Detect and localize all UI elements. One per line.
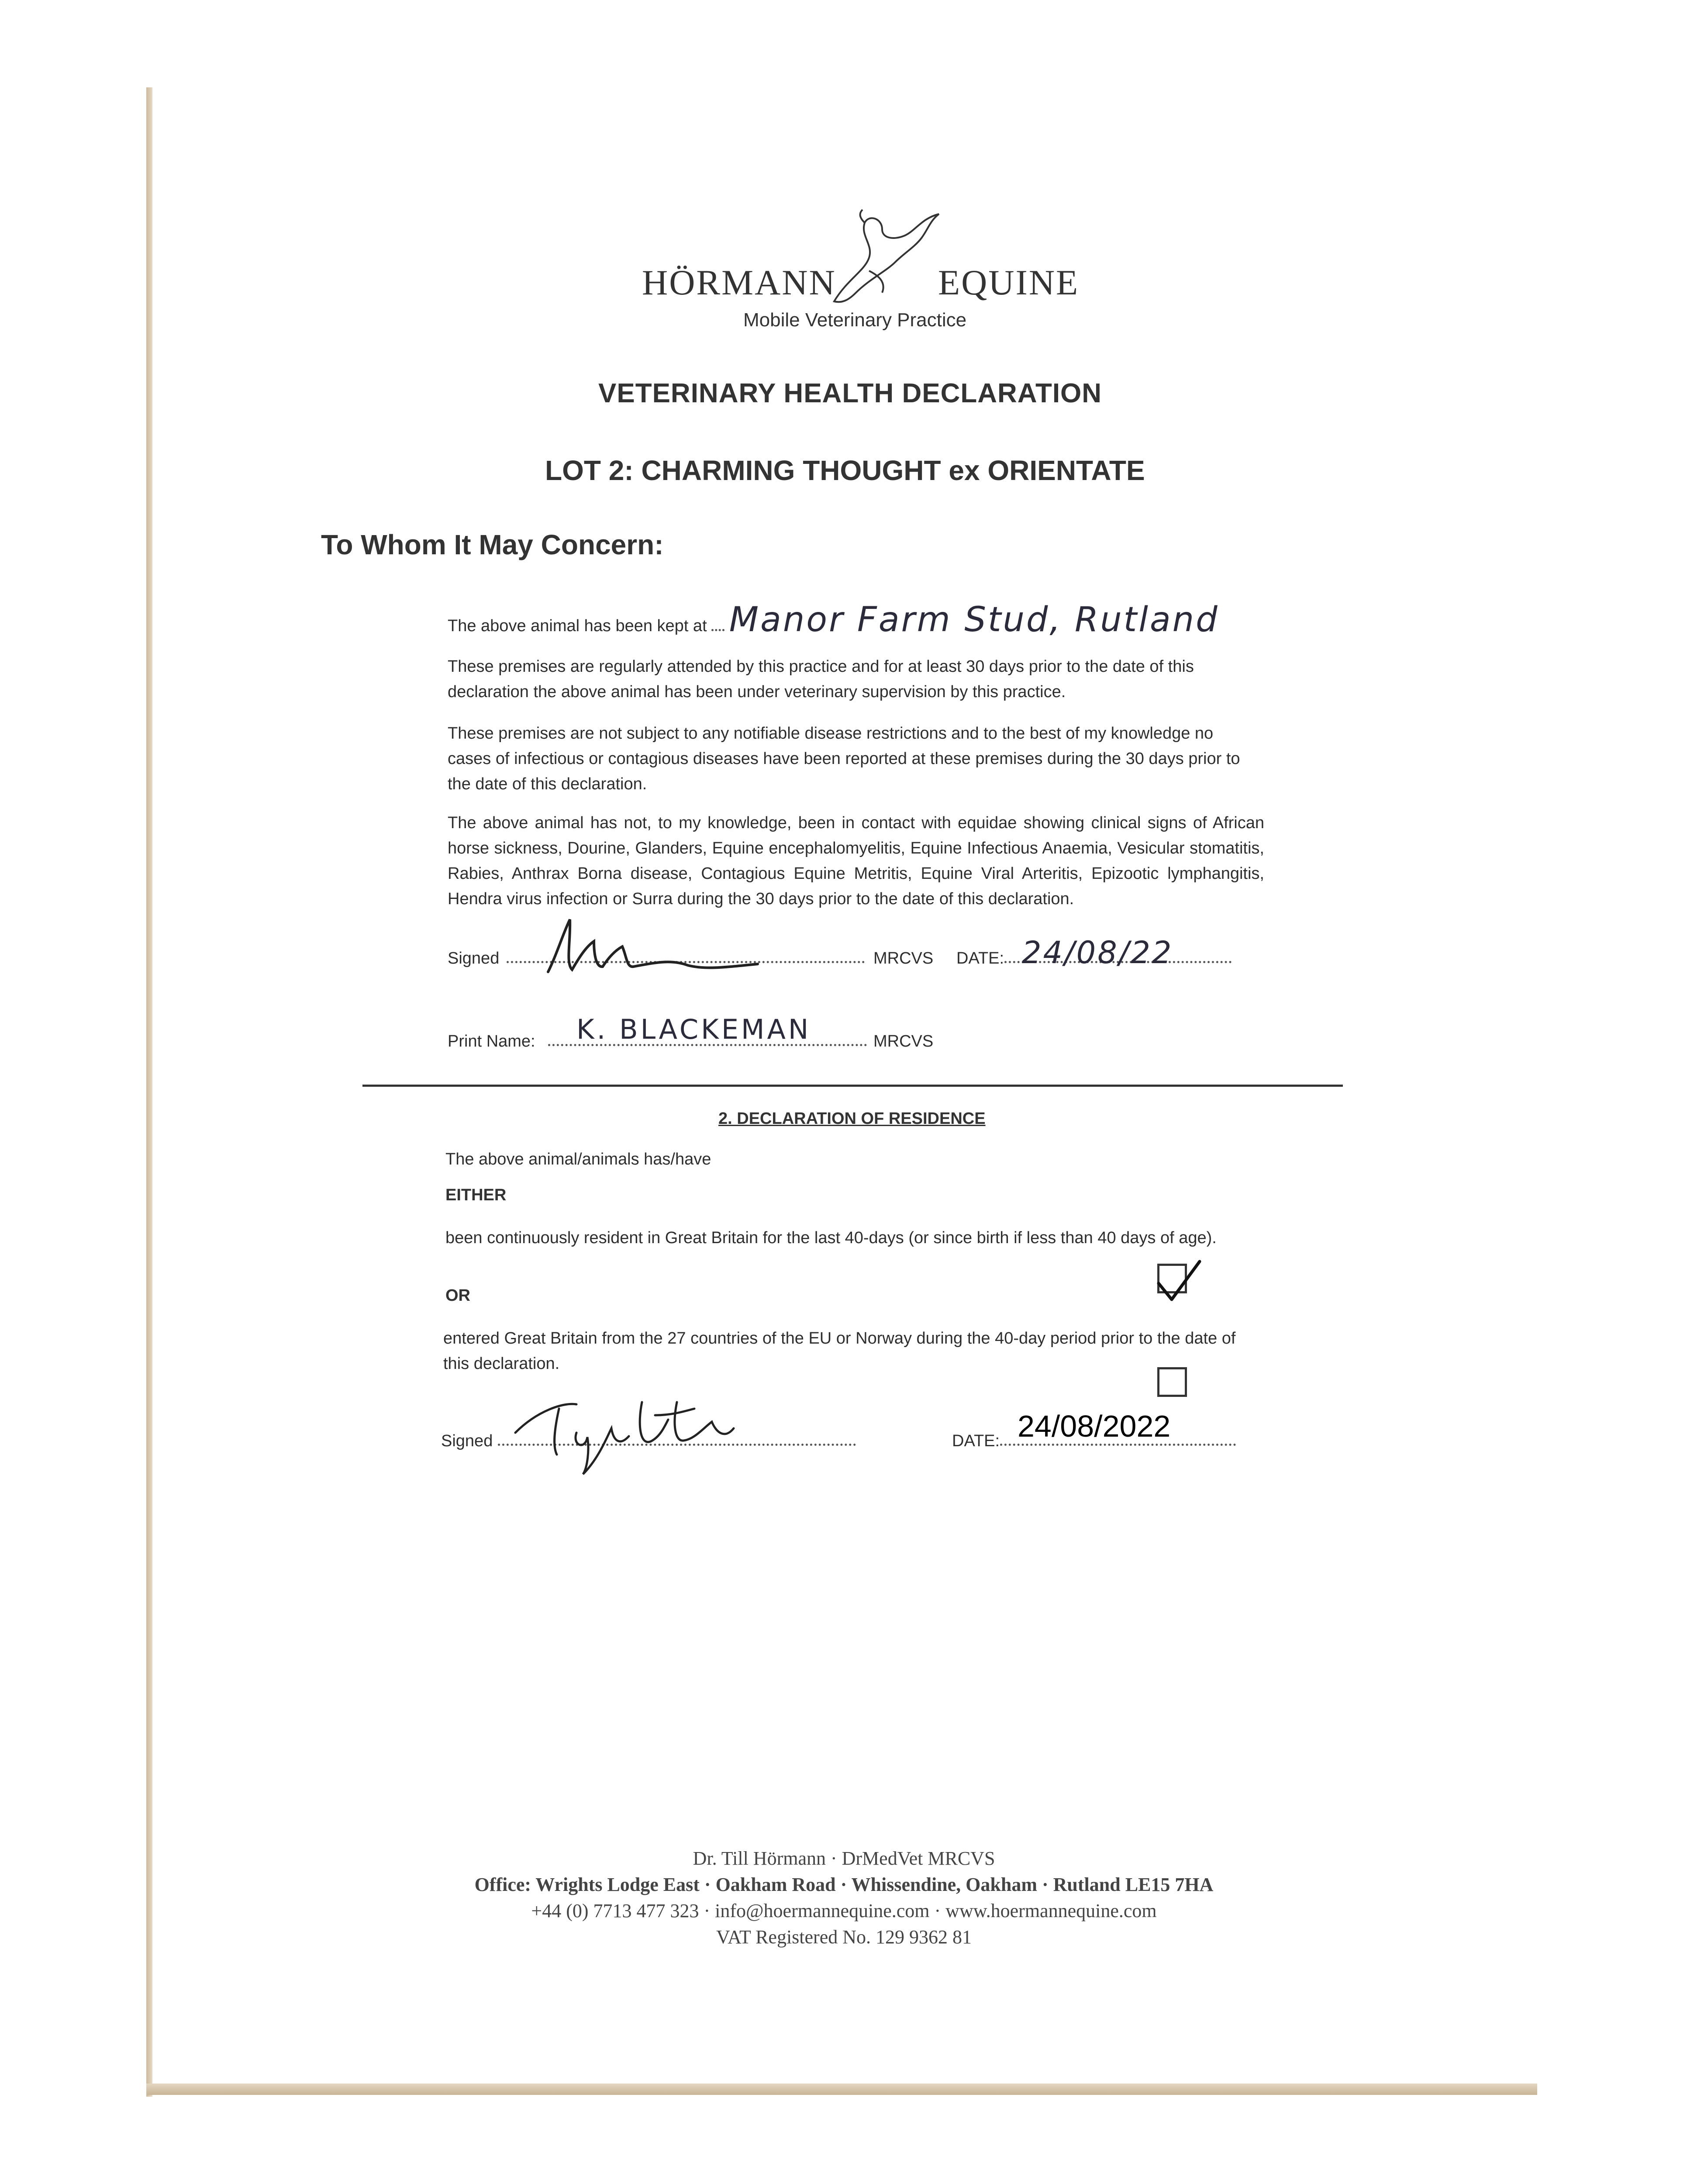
mrcvs-label-1: MRCVS (873, 949, 934, 968)
section2-heading: 2. DECLARATION OF RESIDENCE (718, 1109, 986, 1128)
scan-edge-bottom (146, 2084, 1537, 2095)
horse-icon (817, 205, 948, 310)
document-title: VETERINARY HEALTH DECLARATION (598, 378, 1102, 408)
salutation: To Whom It May Concern: (321, 529, 664, 560)
signed-label-2: Signed (441, 1432, 493, 1450)
option-entered-checkbox[interactable] (1157, 1367, 1187, 1397)
footer (306, 1845, 1382, 1950)
option-resident: been continuously resident in Great Britain for the last 40-days (or since birth if less than 40 days of age). (445, 1229, 1217, 1247)
footer-address: Office: Wrights Lodge East · Oakham Road · Whissendine, Oakham · Rutland LE15 7HA (474, 1874, 1214, 1895)
kept-at-value: Manor Farm Stud, Rutland (729, 600, 1219, 639)
kept-at-line (448, 600, 1264, 639)
or-label: OR (445, 1286, 470, 1305)
mrcvs-label-2: MRCVS (873, 1032, 934, 1051)
lot-title: LOT 2: CHARMING THOUGHT ex ORIENTATE (545, 455, 1145, 486)
brand-name-right: EQUINE (938, 263, 1080, 302)
scan-edge-left (146, 87, 152, 2097)
section2-intro: The above animal/animals has/have (445, 1150, 711, 1168)
date-label-1: DATE: (956, 949, 1004, 968)
brand-subtitle: Mobile Veterinary Practice (743, 309, 967, 331)
print-name-value: K. BLACKEMAN (576, 1013, 811, 1045)
footer-vat: VAT Registered No. 129 9362 81 (716, 1926, 972, 1948)
letterhead-logo (642, 205, 1080, 336)
date-value-2: 24/08/2022 (1018, 1409, 1171, 1443)
kept-at-label: The above animal has been kept at (448, 617, 707, 635)
signed-label-1: Signed (448, 949, 500, 968)
date-value-1: 24/08/22 (1022, 935, 1173, 971)
checkmark-icon (1155, 1258, 1203, 1306)
footer-practitioner: Dr. Till Hörmann · DrMedVet MRCVS (693, 1848, 995, 1869)
paragraph-contact: The above animal has not, to my knowledge, been in contact with equidae showing clinical signs of African horse sickness, Dourine, Glanders, Equine encephalomyelitis, Equine Infectious Anaemia, Vesicular stomatitis, Rabies, Anthrax Borna disease, Contagious Equine Metritis, Equine Viral Arteritis, Epizootic lymphangitis, Hendra virus infection or Surra during the 30 days prior to the date of this declaration. (448, 814, 1264, 908)
vet-signature (539, 915, 766, 981)
either-label: EITHER (445, 1186, 507, 1204)
section-divider (362, 1085, 1343, 1087)
option-entered: entered Great Britain from the 27 countries of the EU or Norway during the 40-day period prior to the date of this declaration. (443, 1329, 1236, 1373)
footer-contact: +44 (0) 7713 477 323 · info@hoermannequine.com · www.hoermannequine.com (531, 1900, 1157, 1921)
paragraph-supervision: These premises are regularly attended by this practice and for at least 30 days prior to the date of this declaration the above animal has been under veterinary supervision by this practice. (448, 657, 1194, 701)
owner-signature (511, 1385, 738, 1476)
date-label-2: DATE: (952, 1432, 1000, 1450)
paragraph-restrictions: These premises are not subject to any notifiable disease restrictions and to the best of my knowledge no cases of infectious or contagious diseases have been reported at these premises during the 30 days prior to the date of this declaration. (448, 724, 1240, 793)
brand-name-left: HÖRMANN (642, 263, 836, 302)
scan-margin (0, 0, 151, 2184)
print-name-label: Print Name: (448, 1032, 535, 1051)
